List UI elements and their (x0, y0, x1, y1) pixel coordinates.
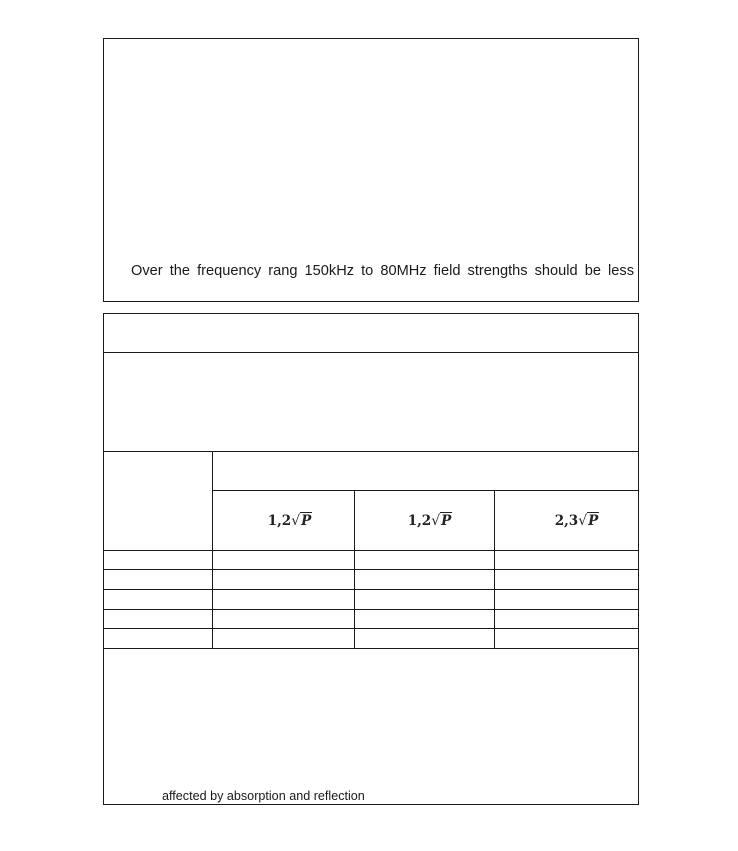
column-divider-2 (354, 490, 355, 648)
column-divider-3 (494, 490, 495, 648)
table-row-rule (103, 569, 639, 570)
formula-coefficient: 1,2 (267, 513, 292, 529)
formula-variable: P (441, 513, 452, 529)
square-root-icon: √ (578, 513, 588, 529)
formula-header-2 (380, 513, 480, 529)
formula-coefficient: 2,3 (554, 513, 579, 529)
formula-header-1 (240, 513, 340, 529)
table-row-rule (103, 550, 639, 551)
separation-distance-box (103, 313, 639, 805)
frequency-range-statement: Over the frequency rang 150kHz to 80MHz field strengths should be less (131, 263, 634, 279)
absorption-note: affected by absorption and reflection (162, 789, 365, 803)
column-divider-1 (212, 451, 213, 648)
formula-variable: P (588, 513, 599, 529)
table-top-rule (103, 451, 639, 452)
formula-coefficient: 1,2 (407, 513, 432, 529)
table-row-rule (103, 628, 639, 629)
top-text-box (103, 38, 639, 302)
page-artifact (0, 843, 80, 851)
table-bottom-rule (103, 648, 639, 649)
table-row-rule (103, 609, 639, 610)
table-row-rule (103, 589, 639, 590)
header-divider (103, 352, 639, 353)
square-root-icon: √ (431, 513, 441, 529)
formula-header-3 (527, 513, 627, 529)
square-root-icon: √ (291, 513, 301, 529)
formula-variable: P (301, 513, 312, 529)
column-header-rule (212, 490, 639, 491)
